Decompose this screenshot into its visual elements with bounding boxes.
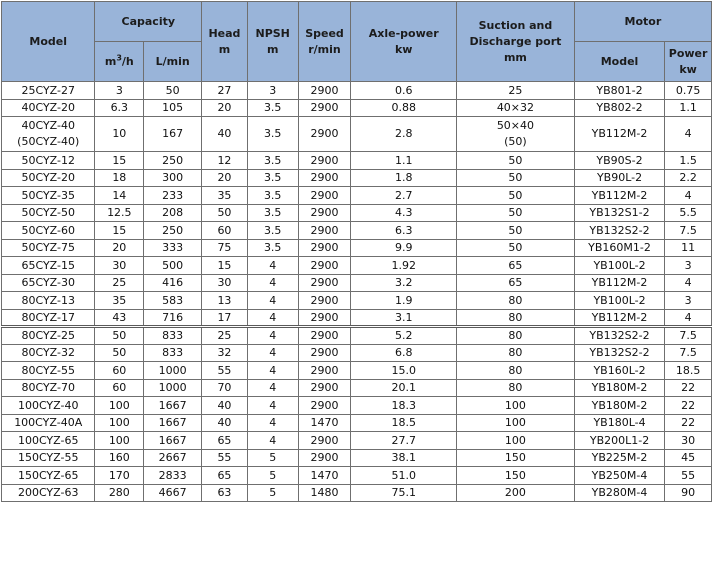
- cell-motor-model: YB225M-2: [574, 449, 664, 467]
- cell-motor-model: YB90L-2: [574, 169, 664, 187]
- cell-model: 100CYZ-65: [2, 432, 95, 450]
- table-row: [2, 379, 712, 397]
- cell-power: 22: [665, 379, 712, 397]
- cell-m3h: 30: [95, 257, 144, 275]
- cell-lmin: 583: [144, 292, 202, 310]
- cell-power: 7.5: [665, 222, 712, 240]
- cell-motor-model: YB132S2-2: [574, 327, 664, 345]
- table-row: [2, 99, 712, 117]
- cell-head: 65: [202, 432, 248, 450]
- table-row: [2, 222, 712, 240]
- cell-axle: 0.88: [351, 99, 457, 117]
- header-model: [2, 2, 95, 82]
- cell-model: 100CYZ-40: [2, 397, 95, 415]
- header-motor-model: [574, 42, 664, 82]
- cell-m3h: 43: [95, 309, 144, 327]
- cell-model-line2: (50CYZ-40): [17, 135, 80, 148]
- cell-model: 100CYZ-40A: [2, 414, 95, 432]
- cell-model: 150CYZ-55: [2, 449, 95, 467]
- cell-speed: 2900: [298, 362, 351, 380]
- cell-lmin: 50: [144, 82, 202, 100]
- cell-power: 22: [665, 397, 712, 415]
- cell-head: 70: [202, 379, 248, 397]
- table-row: [2, 169, 712, 187]
- cell-m3h: 170: [95, 467, 144, 485]
- cell-head: 40: [202, 414, 248, 432]
- cell-power: 3: [665, 292, 712, 310]
- cell-lmin: 4667: [144, 484, 202, 502]
- cell-npsh: 3.5: [247, 204, 298, 222]
- cell-model: 200CYZ-63: [2, 484, 95, 502]
- cell-m3h: 10: [95, 117, 144, 152]
- cell-lmin: 105: [144, 99, 202, 117]
- cell-npsh: 4: [247, 362, 298, 380]
- cell-motor-model: YB112M-2: [574, 274, 664, 292]
- table-row: [2, 274, 712, 292]
- cell-head: 17: [202, 309, 248, 327]
- cell-lmin: 1000: [144, 362, 202, 380]
- cell-lmin: 250: [144, 152, 202, 170]
- cell-m3h: 100: [95, 397, 144, 415]
- cell-model: 80CYZ-13: [2, 292, 95, 310]
- cell-axle: 20.1: [351, 379, 457, 397]
- cell-axle: 3.1: [351, 309, 457, 327]
- cell-axle: 5.2: [351, 327, 457, 345]
- cell-head: 15: [202, 257, 248, 275]
- header-capacity: [95, 2, 202, 42]
- header-head: [202, 2, 248, 82]
- cell-lmin: 1667: [144, 397, 202, 415]
- cell-m3h: 20: [95, 239, 144, 257]
- cell-lmin: 2833: [144, 467, 202, 485]
- cell-port: [457, 117, 575, 152]
- cell-speed: 2900: [298, 432, 351, 450]
- cell-axle: 18.3: [351, 397, 457, 415]
- cell-m3h: 12.5: [95, 204, 144, 222]
- cell-speed: 2900: [298, 204, 351, 222]
- header-axle-power: [351, 2, 457, 82]
- cell-head: 25: [202, 327, 248, 345]
- cell-port: 50: [457, 169, 575, 187]
- cell-speed: 2900: [298, 169, 351, 187]
- header-head-unit: m: [218, 42, 231, 56]
- cell-m3h: 100: [95, 414, 144, 432]
- cell-port: 65: [457, 257, 575, 275]
- header-motor-power: [665, 42, 712, 82]
- cell-model: 50CYZ-50: [2, 204, 95, 222]
- cell-head: 75: [202, 239, 248, 257]
- cell-head: 20: [202, 169, 248, 187]
- cell-power: 7.5: [665, 344, 712, 362]
- cell-speed: 2900: [298, 187, 351, 205]
- cell-motor-model: YB280M-4: [574, 484, 664, 502]
- cell-power: 45: [665, 449, 712, 467]
- cell-lmin: 250: [144, 222, 202, 240]
- header-speed-label: Speed: [305, 26, 344, 40]
- cell-port: 80: [457, 362, 575, 380]
- cell-axle: 1.9: [351, 292, 457, 310]
- cell-head: 12: [202, 152, 248, 170]
- cell-model: 50CYZ-12: [2, 152, 95, 170]
- table-row: [2, 152, 712, 170]
- cell-port: 80: [457, 292, 575, 310]
- cell-m3h: 15: [95, 152, 144, 170]
- cell-speed: 1470: [298, 467, 351, 485]
- header-power-unit: kw: [679, 62, 697, 76]
- cell-npsh: 3.5: [247, 117, 298, 152]
- cell-power: 55: [665, 467, 712, 485]
- cell-speed: 2900: [298, 82, 351, 100]
- table-row: [2, 327, 712, 345]
- cell-lmin: 1667: [144, 414, 202, 432]
- cell-port: 40×32: [457, 99, 575, 117]
- cell-power: 0.75: [665, 82, 712, 100]
- table-body: [2, 82, 712, 502]
- cell-npsh: 4: [247, 327, 298, 345]
- cell-port: 50: [457, 222, 575, 240]
- cell-axle: 2.8: [351, 117, 457, 152]
- cell-npsh: 4: [247, 379, 298, 397]
- cell-port: 50: [457, 239, 575, 257]
- cell-motor-model: YB90S-2: [574, 152, 664, 170]
- cell-motor-model: YB802-2: [574, 99, 664, 117]
- table-row: [2, 239, 712, 257]
- cell-head: 32: [202, 344, 248, 362]
- cell-head: 50: [202, 204, 248, 222]
- cell-lmin: 833: [144, 344, 202, 362]
- table-row: [2, 257, 712, 275]
- cell-npsh: 4: [247, 414, 298, 432]
- cell-axle: 15.0: [351, 362, 457, 380]
- cell-model: 65CYZ-30: [2, 274, 95, 292]
- cell-axle: 4.3: [351, 204, 457, 222]
- cell-m3h: 160: [95, 449, 144, 467]
- header-npsh-label: NPSH: [255, 26, 290, 40]
- cell-speed: 2900: [298, 327, 351, 345]
- cell-power: 18.5: [665, 362, 712, 380]
- cell-m3h: 14: [95, 187, 144, 205]
- cell-motor-model: YB160M1-2: [574, 239, 664, 257]
- table-row: [2, 414, 712, 432]
- header-m3h-base: m: [104, 54, 117, 68]
- table-row: [2, 467, 712, 485]
- cell-model: [2, 117, 95, 152]
- cell-npsh: 3.5: [247, 222, 298, 240]
- cell-port-line1: 50×40: [496, 119, 535, 132]
- header-capacity-label: Capacity: [121, 14, 176, 28]
- cell-m3h: 50: [95, 344, 144, 362]
- cell-lmin: 233: [144, 187, 202, 205]
- cell-model: 50CYZ-35: [2, 187, 95, 205]
- header-m3h-tail: /h: [121, 54, 134, 68]
- cell-port: 100: [457, 414, 575, 432]
- cell-npsh: 5: [247, 484, 298, 502]
- table-row: [2, 484, 712, 502]
- cell-port: 100: [457, 397, 575, 415]
- cell-motor-model: YB180L-4: [574, 414, 664, 432]
- header-axle-label: Axle-power: [368, 26, 439, 40]
- table-row: [2, 449, 712, 467]
- cell-power: 4: [665, 274, 712, 292]
- cell-motor-model: YB801-2: [574, 82, 664, 100]
- header-axle-unit: kw: [394, 42, 413, 56]
- cell-head: 55: [202, 449, 248, 467]
- cell-npsh: 5: [247, 467, 298, 485]
- cell-m3h: 100: [95, 432, 144, 450]
- cell-power: 7.5: [665, 327, 712, 345]
- cell-speed: 2900: [298, 257, 351, 275]
- header-lmin-label: L/min: [155, 54, 190, 68]
- cell-power: 1.1: [665, 99, 712, 117]
- cell-port: 150: [457, 467, 575, 485]
- cell-motor-model: YB100L-2: [574, 257, 664, 275]
- cell-port: 80: [457, 309, 575, 327]
- cell-power: 2.2: [665, 169, 712, 187]
- cell-npsh: 4: [247, 432, 298, 450]
- cell-port: 80: [457, 379, 575, 397]
- header-suction-line2: Discharge port: [469, 34, 562, 48]
- cell-speed: 2900: [298, 309, 351, 327]
- pump-spec-table: [1, 1, 712, 502]
- cell-model: 25CYZ-27: [2, 82, 95, 100]
- cell-model: 80CYZ-32: [2, 344, 95, 362]
- cell-axle: 75.1: [351, 484, 457, 502]
- cell-port: 50: [457, 187, 575, 205]
- cell-head: 63: [202, 484, 248, 502]
- cell-model-line1: 40CYZ-40: [21, 119, 75, 132]
- cell-port: 150: [457, 449, 575, 467]
- cell-npsh: 3.5: [247, 187, 298, 205]
- table-row: [2, 82, 712, 100]
- header-capacity-m3h: [95, 42, 144, 82]
- cell-npsh: 5: [247, 449, 298, 467]
- cell-head: 13: [202, 292, 248, 310]
- cell-port: 80: [457, 327, 575, 345]
- cell-model: 50CYZ-75: [2, 239, 95, 257]
- cell-m3h: 280: [95, 484, 144, 502]
- cell-npsh: 4: [247, 292, 298, 310]
- cell-lmin: 333: [144, 239, 202, 257]
- cell-power: 3: [665, 257, 712, 275]
- cell-speed: 2900: [298, 292, 351, 310]
- cell-axle: 51.0: [351, 467, 457, 485]
- cell-axle: 27.7: [351, 432, 457, 450]
- cell-m3h: 60: [95, 379, 144, 397]
- cell-head: 27: [202, 82, 248, 100]
- cell-axle: 2.7: [351, 187, 457, 205]
- cell-m3h: 6.3: [95, 99, 144, 117]
- cell-model: 50CYZ-60: [2, 222, 95, 240]
- cell-npsh: 4: [247, 257, 298, 275]
- cell-port: 200: [457, 484, 575, 502]
- cell-m3h: 3: [95, 82, 144, 100]
- cell-head: 55: [202, 362, 248, 380]
- cell-speed: 1480: [298, 484, 351, 502]
- cell-m3h: 35: [95, 292, 144, 310]
- header-suction-line1: Suction and: [478, 18, 553, 32]
- cell-motor-model: YB250M-4: [574, 467, 664, 485]
- header-motor: [574, 2, 711, 42]
- cell-lmin: 1000: [144, 379, 202, 397]
- table-row: [2, 362, 712, 380]
- cell-axle: 1.8: [351, 169, 457, 187]
- cell-axle: 0.6: [351, 82, 457, 100]
- cell-npsh: 4: [247, 309, 298, 327]
- cell-head: 65: [202, 467, 248, 485]
- cell-lmin: 2667: [144, 449, 202, 467]
- cell-motor-model: YB132S2-2: [574, 222, 664, 240]
- cell-head: 35: [202, 187, 248, 205]
- cell-model: 40CYZ-20: [2, 99, 95, 117]
- cell-head: 30: [202, 274, 248, 292]
- cell-port: 100: [457, 432, 575, 450]
- cell-speed: 2900: [298, 239, 351, 257]
- cell-axle: 38.1: [351, 449, 457, 467]
- cell-npsh: 4: [247, 274, 298, 292]
- table-row: [2, 292, 712, 310]
- cell-speed: 2900: [298, 274, 351, 292]
- cell-m3h: 15: [95, 222, 144, 240]
- cell-npsh: 3.5: [247, 99, 298, 117]
- cell-lmin: 167: [144, 117, 202, 152]
- table-row: [2, 204, 712, 222]
- cell-model: 80CYZ-17: [2, 309, 95, 327]
- cell-axle: 1.1: [351, 152, 457, 170]
- cell-motor-model: YB180M-2: [574, 379, 664, 397]
- cell-motor-model: YB200L1-2: [574, 432, 664, 450]
- cell-port: 50: [457, 204, 575, 222]
- header-model-label: Model: [29, 34, 68, 48]
- cell-axle: 3.2: [351, 274, 457, 292]
- cell-power: 90: [665, 484, 712, 502]
- cell-lmin: 208: [144, 204, 202, 222]
- cell-npsh: 3.5: [247, 239, 298, 257]
- header-speed-unit: r/min: [308, 42, 341, 56]
- cell-motor-model: YB160L-2: [574, 362, 664, 380]
- header-speed: [298, 2, 351, 82]
- cell-model: 80CYZ-55: [2, 362, 95, 380]
- header-capacity-lmin: [144, 42, 202, 82]
- cell-lmin: 300: [144, 169, 202, 187]
- cell-speed: 2900: [298, 117, 351, 152]
- header-motor-label: Motor: [624, 14, 662, 28]
- cell-npsh: 4: [247, 397, 298, 415]
- table-row: [2, 344, 712, 362]
- cell-head: 40: [202, 397, 248, 415]
- cell-power: 30: [665, 432, 712, 450]
- cell-lmin: 500: [144, 257, 202, 275]
- header-power-label: Power: [668, 46, 708, 60]
- cell-axle: 9.9: [351, 239, 457, 257]
- cell-port: 65: [457, 274, 575, 292]
- cell-motor-model: YB100L-2: [574, 292, 664, 310]
- cell-model: 80CYZ-70: [2, 379, 95, 397]
- cell-motor-model: YB180M-2: [574, 397, 664, 415]
- cell-m3h: 25: [95, 274, 144, 292]
- cell-motor-model: YB112M-2: [574, 309, 664, 327]
- cell-head: 40: [202, 117, 248, 152]
- cell-speed: 2900: [298, 344, 351, 362]
- cell-npsh: 3.5: [247, 169, 298, 187]
- table-row: [2, 432, 712, 450]
- cell-model: 150CYZ-65: [2, 467, 95, 485]
- cell-power: 1.5: [665, 152, 712, 170]
- cell-port: 25: [457, 82, 575, 100]
- cell-motor-model: YB132S1-2: [574, 204, 664, 222]
- cell-m3h: 18: [95, 169, 144, 187]
- cell-port: 80: [457, 344, 575, 362]
- header-suction-unit: mm: [503, 50, 527, 64]
- cell-model: 65CYZ-15: [2, 257, 95, 275]
- table-row: [2, 309, 712, 327]
- cell-head: 20: [202, 99, 248, 117]
- cell-model: 50CYZ-20: [2, 169, 95, 187]
- cell-speed: 2900: [298, 397, 351, 415]
- cell-axle: 18.5: [351, 414, 457, 432]
- cell-axle: 6.3: [351, 222, 457, 240]
- cell-power: 4: [665, 309, 712, 327]
- cell-lmin: 1667: [144, 432, 202, 450]
- cell-speed: 1470: [298, 414, 351, 432]
- cell-power: 11: [665, 239, 712, 257]
- cell-lmin: 716: [144, 309, 202, 327]
- cell-speed: 2900: [298, 449, 351, 467]
- cell-port: 50: [457, 152, 575, 170]
- cell-npsh: 3.5: [247, 152, 298, 170]
- cell-power: 4: [665, 117, 712, 152]
- header-npsh-unit: m: [266, 42, 279, 56]
- cell-speed: 2900: [298, 222, 351, 240]
- cell-head: 60: [202, 222, 248, 240]
- cell-speed: 2900: [298, 99, 351, 117]
- cell-npsh: 4: [247, 344, 298, 362]
- table-row: [2, 187, 712, 205]
- cell-lmin: 416: [144, 274, 202, 292]
- cell-power: 5.5: [665, 204, 712, 222]
- cell-speed: 2900: [298, 379, 351, 397]
- cell-m3h: 50: [95, 327, 144, 345]
- cell-model: 80CYZ-25: [2, 327, 95, 345]
- cell-motor-model: YB112M-2: [574, 117, 664, 152]
- cell-axle: 6.8: [351, 344, 457, 362]
- table-row: [2, 117, 712, 152]
- table-row: [2, 397, 712, 415]
- cell-speed: 2900: [298, 152, 351, 170]
- header-head-label: Head: [208, 26, 241, 40]
- cell-motor-model: YB112M-2: [574, 187, 664, 205]
- table-header: [2, 2, 712, 82]
- cell-axle: 1.92: [351, 257, 457, 275]
- header-suction-discharge: [457, 2, 575, 82]
- cell-motor-model: YB132S2-2: [574, 344, 664, 362]
- cell-port-line2: (50): [504, 135, 527, 148]
- cell-npsh: 3: [247, 82, 298, 100]
- cell-m3h: 60: [95, 362, 144, 380]
- header-npsh: [247, 2, 298, 82]
- cell-power: 22: [665, 414, 712, 432]
- cell-lmin: 833: [144, 327, 202, 345]
- cell-power: 4: [665, 187, 712, 205]
- header-motor-model-label: Model: [600, 54, 639, 68]
- header-m3h-sup: 3: [116, 52, 122, 62]
